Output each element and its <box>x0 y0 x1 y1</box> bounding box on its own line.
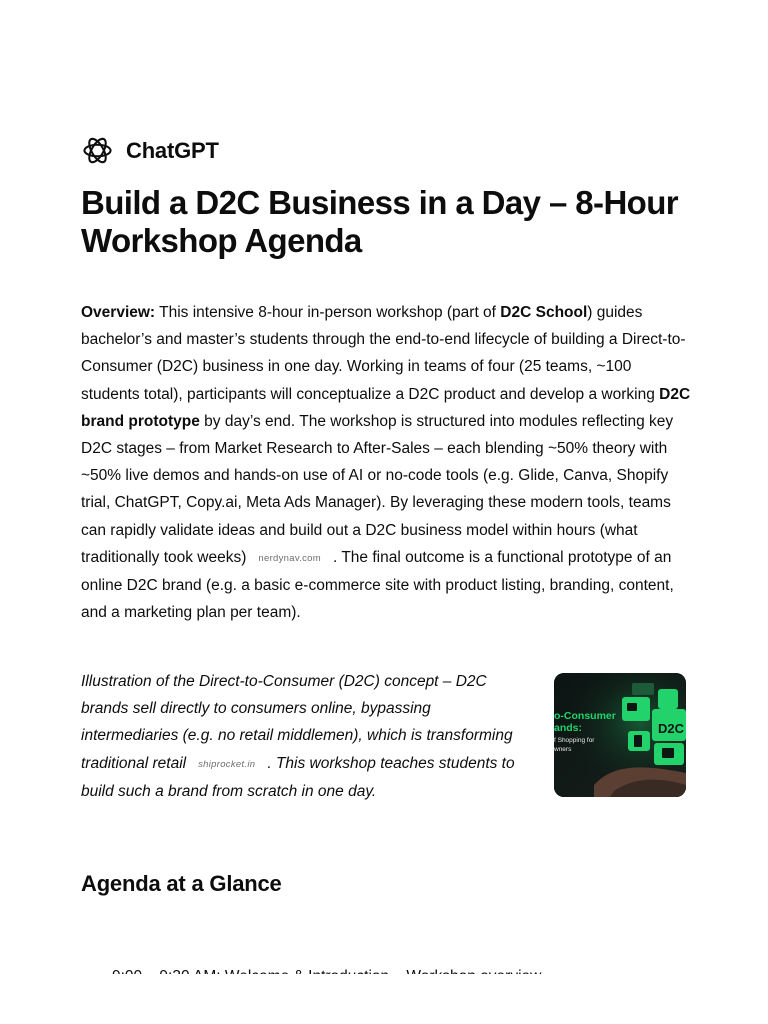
overview-bold-d2c-school: D2C School <box>500 304 588 321</box>
page-title: Build a D2C Business in a Day – 8-Hour Workshop Agenda <box>81 184 679 259</box>
d2c-illustration-image[interactable] <box>554 673 686 797</box>
overview-text-1: This intensive 8-hour in-person workshop (part of <box>155 304 501 321</box>
image-text-line-3: f Shopping for <box>554 737 595 744</box>
overview-text-2: ) guides bachelor’s and master’s students through the end-to-end lifecycle of building a Direct-to-Consumer (D2C) business in one day. Working in teams of four (25 teams, ~100 students total), participants will conceptualize a D2C product and develop a working <box>81 304 686 403</box>
image-text-line-4: wners <box>554 746 572 753</box>
image-text-line-1: o-Consumer <box>554 710 616 722</box>
caption-text-2: . This workshop teaches students to build such a brand from scratch in one day. <box>81 754 515 800</box>
overview-text-4: . The final outcome is a functional prototype of an online D2C brand (e.g. a basic e-commerce site with product listing, branding, content, and a marketing plan per team). <box>81 548 674 622</box>
overview-paragraph <box>81 299 691 626</box>
caption-text-1: Illustration of the Direct-to-Consumer (D2C) concept – D2C brands sell directly to consumers online, bypassing intermediaries (e.g. no retail middlemen), which is transforming traditional retail <box>81 673 513 772</box>
overview-bold-prototype: D2C brand prototype <box>81 385 691 430</box>
image-caption <box>81 668 531 805</box>
overview-text-3: by day’s end. The workshop is structured into modules reflecting key D2C stages – from Market Research to After-Sales – each blending ~50% theory with ~50% live demos and hands-on use of AI or no-code tools (e.g. Glide, Canva, Shopify trial, ChatGPT, Copy.ai, Meta Ads Manager). By leveraging these modern tools, teams can rapidly validate ideas and build out a D2C business model within hours (what traditionally took weeks) <box>81 412 674 566</box>
image-badge-text: D2C <box>658 721 685 736</box>
page-bottom-fade <box>0 974 768 1024</box>
citation-link-shiprocket[interactable]: shiprocket.in <box>198 758 256 770</box>
brand-name: ChatGPT <box>126 137 219 163</box>
overview-lead: Overview: <box>81 304 156 321</box>
image-text-line-2: ands: <box>554 722 583 734</box>
section-heading: Agenda at a Glance <box>81 871 282 896</box>
citation-link-nerdynav[interactable]: nerdynav.com <box>258 552 321 564</box>
brand-header <box>81 134 219 167</box>
openai-logo-icon <box>81 134 114 167</box>
